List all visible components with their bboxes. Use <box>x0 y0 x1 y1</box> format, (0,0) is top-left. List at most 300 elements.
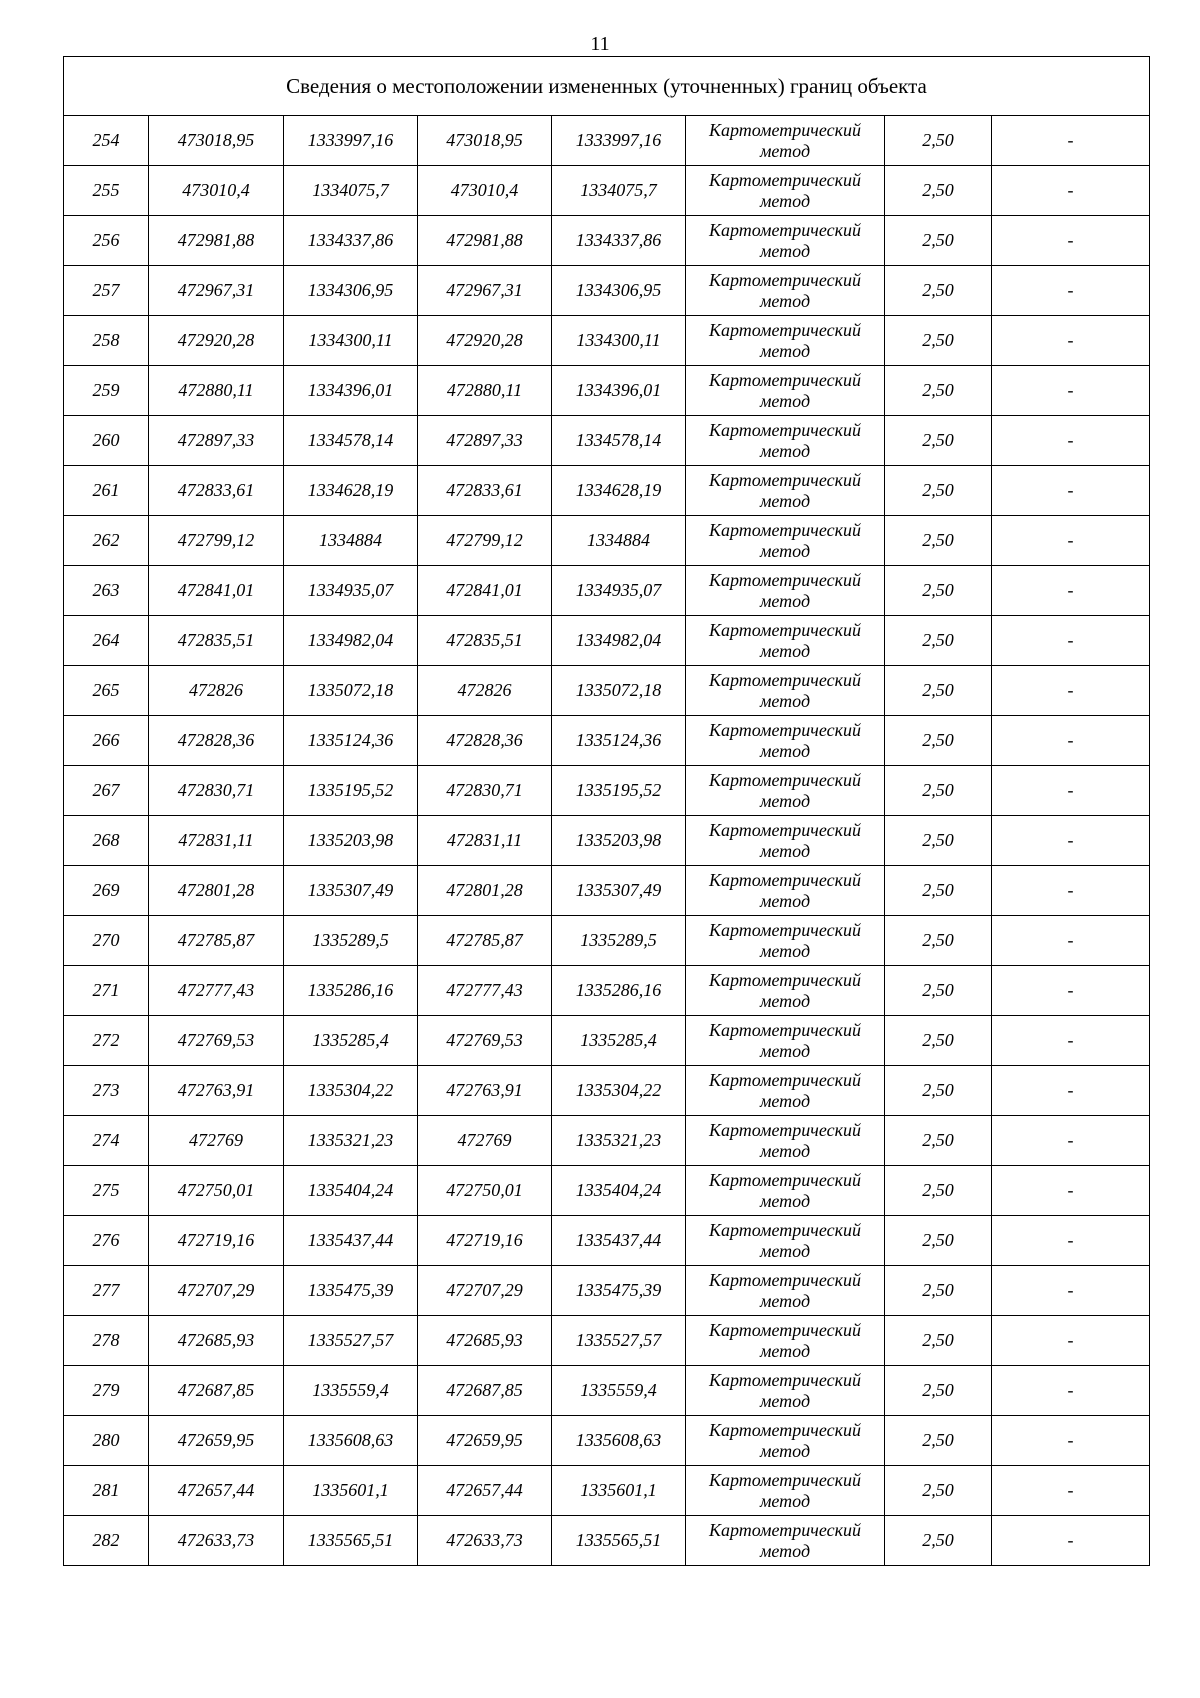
method-cell <box>686 716 885 766</box>
note-cell: - <box>992 1416 1150 1466</box>
method-line-2: метод <box>759 540 811 561</box>
accuracy-cell: 2,50 <box>885 1066 992 1116</box>
method-line-2: метод <box>759 440 811 461</box>
refined-x-cell: 472799,12 <box>418 516 552 566</box>
method-line-1: Картометрический <box>708 1369 861 1390</box>
note-cell: - <box>992 816 1150 866</box>
refined-y-cell: 1335124,36 <box>552 716 686 766</box>
method-cell <box>686 1416 885 1466</box>
existing-x-cell: 472750,01 <box>149 1166 284 1216</box>
refined-y-cell: 1335195,52 <box>552 766 686 816</box>
existing-y-cell: 1334982,04 <box>284 616 418 666</box>
note-cell: - <box>992 116 1150 166</box>
method-cell <box>686 966 885 1016</box>
accuracy-cell: 2,50 <box>885 766 992 816</box>
method-cell <box>686 1366 885 1416</box>
accuracy-cell: 2,50 <box>885 966 992 1016</box>
existing-x-cell: 472833,61 <box>149 466 284 516</box>
method-line-2: метод <box>759 1490 811 1511</box>
method-line-2: метод <box>759 590 811 611</box>
note-cell: - <box>992 1366 1150 1416</box>
table-row <box>64 1316 1150 1366</box>
point-number-cell: 278 <box>64 1316 149 1366</box>
table-body <box>64 57 1150 1566</box>
existing-y-cell: 1334396,01 <box>284 366 418 416</box>
note-cell: - <box>992 566 1150 616</box>
method-line-1: Картометрический <box>708 1119 861 1140</box>
method-line-1: Картометрический <box>708 1269 861 1290</box>
method-line-2: метод <box>759 240 811 261</box>
method-line-2: метод <box>759 390 811 411</box>
note-cell: - <box>992 1316 1150 1366</box>
note-cell: - <box>992 366 1150 416</box>
method-cell <box>686 916 885 966</box>
refined-x-cell: 472785,87 <box>418 916 552 966</box>
refined-y-cell: 1334075,7 <box>552 166 686 216</box>
refined-x-cell: 472981,88 <box>418 216 552 266</box>
table-row <box>64 616 1150 666</box>
existing-y-cell: 1335286,16 <box>284 966 418 1016</box>
point-number-cell: 269 <box>64 866 149 916</box>
existing-x-cell: 472769,53 <box>149 1016 284 1066</box>
method-cell <box>686 1316 885 1366</box>
method-line-1: Картометрический <box>708 369 861 390</box>
method-line-2: метод <box>759 1440 811 1461</box>
method-line-2: метод <box>759 990 811 1011</box>
table-row <box>64 416 1150 466</box>
point-number-cell: 266 <box>64 716 149 766</box>
accuracy-cell: 2,50 <box>885 816 992 866</box>
method-line-1: Картометрический <box>708 1019 861 1040</box>
method-line-1: Картометрический <box>708 1219 861 1240</box>
refined-y-cell: 1335475,39 <box>552 1266 686 1316</box>
existing-x-cell: 472880,11 <box>149 366 284 416</box>
refined-x-cell: 472719,16 <box>418 1216 552 1266</box>
point-number-cell: 279 <box>64 1366 149 1416</box>
method-line-1: Картометрический <box>708 419 861 440</box>
point-number-cell: 262 <box>64 516 149 566</box>
method-cell <box>686 316 885 366</box>
method-cell <box>686 866 885 916</box>
accuracy-cell: 2,50 <box>885 1216 992 1266</box>
refined-y-cell: 1335527,57 <box>552 1316 686 1366</box>
existing-x-cell: 472967,31 <box>149 266 284 316</box>
accuracy-cell: 2,50 <box>885 1416 992 1466</box>
method-line-1: Картометрический <box>708 269 861 290</box>
method-cell <box>686 166 885 216</box>
method-cell <box>686 516 885 566</box>
refined-x-cell: 472833,61 <box>418 466 552 516</box>
page-number: 11 <box>590 33 610 55</box>
note-cell: - <box>992 466 1150 516</box>
table-row <box>64 866 1150 916</box>
point-number-cell: 258 <box>64 316 149 366</box>
existing-y-cell: 1334075,7 <box>284 166 418 216</box>
accuracy-cell: 2,50 <box>885 416 992 466</box>
note-cell: - <box>992 166 1150 216</box>
method-line-1: Картометрический <box>708 1169 861 1190</box>
refined-x-cell: 472841,01 <box>418 566 552 616</box>
point-number-cell: 271 <box>64 966 149 1016</box>
table-row <box>64 1016 1150 1066</box>
table-row <box>64 1116 1150 1166</box>
method-cell <box>686 116 885 166</box>
existing-y-cell: 1335565,51 <box>284 1516 418 1566</box>
refined-x-cell: 472657,44 <box>418 1466 552 1516</box>
point-number-cell: 274 <box>64 1116 149 1166</box>
point-number-cell: 282 <box>64 1516 149 1566</box>
table-row <box>64 316 1150 366</box>
table-row <box>64 366 1150 416</box>
refined-x-cell: 472777,43 <box>418 966 552 1016</box>
refined-y-cell: 1334935,07 <box>552 566 686 616</box>
note-cell: - <box>992 316 1150 366</box>
existing-x-cell: 472920,28 <box>149 316 284 366</box>
table-row <box>64 1266 1150 1316</box>
point-number-cell: 281 <box>64 1466 149 1516</box>
existing-y-cell: 1335203,98 <box>284 816 418 866</box>
existing-y-cell: 1335404,24 <box>284 1166 418 1216</box>
existing-x-cell: 472777,43 <box>149 966 284 1016</box>
note-cell: - <box>992 1066 1150 1116</box>
method-cell <box>686 1516 885 1566</box>
note-cell: - <box>992 716 1150 766</box>
existing-x-cell: 472633,73 <box>149 1516 284 1566</box>
refined-y-cell: 1334306,95 <box>552 266 686 316</box>
existing-y-cell: 1335601,1 <box>284 1466 418 1516</box>
table-row <box>64 566 1150 616</box>
existing-x-cell: 472830,71 <box>149 766 284 816</box>
note-cell: - <box>992 216 1150 266</box>
note-cell: - <box>992 1266 1150 1316</box>
note-cell: - <box>992 766 1150 816</box>
method-line-2: метод <box>759 1240 811 1261</box>
accuracy-cell: 2,50 <box>885 1016 992 1066</box>
point-number-cell: 267 <box>64 766 149 816</box>
note-cell: - <box>992 516 1150 566</box>
table-row <box>64 1416 1150 1466</box>
accuracy-cell: 2,50 <box>885 716 992 766</box>
method-line-1: Картометрический <box>708 1419 861 1440</box>
accuracy-cell: 2,50 <box>885 916 992 966</box>
method-line-2: метод <box>759 690 811 711</box>
refined-x-cell: 472707,29 <box>418 1266 552 1316</box>
point-number-cell: 275 <box>64 1166 149 1216</box>
refined-y-cell: 1334628,19 <box>552 466 686 516</box>
accuracy-cell: 2,50 <box>885 1266 992 1316</box>
point-number-cell: 257 <box>64 266 149 316</box>
point-number-cell: 265 <box>64 666 149 716</box>
existing-x-cell: 472785,87 <box>149 916 284 966</box>
existing-y-cell: 1334337,86 <box>284 216 418 266</box>
method-line-1: Картометрический <box>708 819 861 840</box>
existing-y-cell: 1335307,49 <box>284 866 418 916</box>
refined-y-cell: 1335286,16 <box>552 966 686 1016</box>
existing-y-cell: 1335304,22 <box>284 1066 418 1116</box>
method-line-2: метод <box>759 490 811 511</box>
table-row <box>64 1366 1150 1416</box>
method-line-2: метод <box>759 640 811 661</box>
point-number-cell: 259 <box>64 366 149 416</box>
refined-y-cell: 1335307,49 <box>552 866 686 916</box>
method-cell <box>686 366 885 416</box>
table-row <box>64 1516 1150 1566</box>
note-cell: - <box>992 1116 1150 1166</box>
refined-y-cell: 1335565,51 <box>552 1516 686 1566</box>
method-cell <box>686 216 885 266</box>
method-cell <box>686 1216 885 1266</box>
refined-y-cell: 1335285,4 <box>552 1016 686 1066</box>
method-line-1: Картометрический <box>708 919 861 940</box>
method-line-2: метод <box>759 1290 811 1311</box>
point-number-cell: 277 <box>64 1266 149 1316</box>
method-line-2: метод <box>759 290 811 311</box>
existing-y-cell: 1335285,4 <box>284 1016 418 1066</box>
point-number-cell: 276 <box>64 1216 149 1266</box>
point-number-cell: 268 <box>64 816 149 866</box>
accuracy-cell: 2,50 <box>885 266 992 316</box>
existing-x-cell: 472685,93 <box>149 1316 284 1366</box>
accuracy-cell: 2,50 <box>885 1516 992 1566</box>
method-line-1: Картометрический <box>708 1069 861 1090</box>
method-cell <box>686 1266 885 1316</box>
accuracy-cell: 2,50 <box>885 666 992 716</box>
table-row <box>64 966 1150 1016</box>
point-number-cell: 264 <box>64 616 149 666</box>
table-row <box>64 166 1150 216</box>
method-cell <box>686 766 885 816</box>
refined-y-cell: 1334884 <box>552 516 686 566</box>
refined-x-cell: 473010,4 <box>418 166 552 216</box>
method-line-2: метод <box>759 1140 811 1161</box>
existing-y-cell: 1334628,19 <box>284 466 418 516</box>
existing-y-cell: 1334935,07 <box>284 566 418 616</box>
table-row <box>64 1066 1150 1116</box>
refined-x-cell: 472880,11 <box>418 366 552 416</box>
accuracy-cell: 2,50 <box>885 316 992 366</box>
existing-x-cell: 472687,85 <box>149 1366 284 1416</box>
method-line-1: Картометрический <box>708 169 861 190</box>
accuracy-cell: 2,50 <box>885 116 992 166</box>
existing-x-cell: 472831,11 <box>149 816 284 866</box>
point-number-cell: 272 <box>64 1016 149 1066</box>
coordinates-table <box>63 56 1150 1566</box>
method-line-2: метод <box>759 840 811 861</box>
existing-x-cell: 472659,95 <box>149 1416 284 1466</box>
point-number-cell: 270 <box>64 916 149 966</box>
existing-y-cell: 1335124,36 <box>284 716 418 766</box>
note-cell: - <box>992 266 1150 316</box>
existing-x-cell: 472769 <box>149 1116 284 1166</box>
table-title: Сведения о местоположении измененных (уточненных) границ объекта <box>64 57 1150 116</box>
existing-x-cell: 472763,91 <box>149 1066 284 1116</box>
accuracy-cell: 2,50 <box>885 166 992 216</box>
existing-x-cell: 472707,29 <box>149 1266 284 1316</box>
accuracy-cell: 2,50 <box>885 1366 992 1416</box>
refined-x-cell: 472826 <box>418 666 552 716</box>
point-number-cell: 273 <box>64 1066 149 1116</box>
table-title-row <box>64 57 1150 116</box>
refined-x-cell: 472831,11 <box>418 816 552 866</box>
method-cell <box>686 666 885 716</box>
table-row <box>64 1466 1150 1516</box>
method-line-1: Картометрический <box>708 119 861 140</box>
existing-x-cell: 472826 <box>149 666 284 716</box>
note-cell: - <box>992 616 1150 666</box>
refined-y-cell: 1334337,86 <box>552 216 686 266</box>
existing-y-cell: 1335437,44 <box>284 1216 418 1266</box>
refined-x-cell: 472633,73 <box>418 1516 552 1566</box>
method-line-2: метод <box>759 890 811 911</box>
refined-y-cell: 1334982,04 <box>552 616 686 666</box>
point-number-cell: 256 <box>64 216 149 266</box>
method-line-1: Картометрический <box>708 969 861 990</box>
existing-y-cell: 1334578,14 <box>284 416 418 466</box>
note-cell: - <box>992 1016 1150 1066</box>
existing-y-cell: 1335608,63 <box>284 1416 418 1466</box>
accuracy-cell: 2,50 <box>885 616 992 666</box>
existing-y-cell: 1335527,57 <box>284 1316 418 1366</box>
refined-y-cell: 1334300,11 <box>552 316 686 366</box>
table-row <box>64 1166 1150 1216</box>
accuracy-cell: 2,50 <box>885 866 992 916</box>
method-line-1: Картометрический <box>708 869 861 890</box>
point-number-cell: 280 <box>64 1416 149 1466</box>
existing-y-cell: 1333997,16 <box>284 116 418 166</box>
existing-x-cell: 472981,88 <box>149 216 284 266</box>
method-line-2: метод <box>759 1190 811 1211</box>
refined-y-cell: 1335559,4 <box>552 1366 686 1416</box>
existing-y-cell: 1334884 <box>284 516 418 566</box>
method-line-2: метод <box>759 790 811 811</box>
refined-x-cell: 472685,93 <box>418 1316 552 1366</box>
note-cell: - <box>992 916 1150 966</box>
method-line-1: Картометрический <box>708 1319 861 1340</box>
existing-y-cell: 1335289,5 <box>284 916 418 966</box>
existing-x-cell: 473010,4 <box>149 166 284 216</box>
method-cell <box>686 416 885 466</box>
accuracy-cell: 2,50 <box>885 1116 992 1166</box>
existing-x-cell: 472657,44 <box>149 1466 284 1516</box>
note-cell: - <box>992 866 1150 916</box>
existing-x-cell: 472897,33 <box>149 416 284 466</box>
refined-x-cell: 472967,31 <box>418 266 552 316</box>
method-line-1: Картометрический <box>708 219 861 240</box>
refined-y-cell: 1335608,63 <box>552 1416 686 1466</box>
existing-y-cell: 1335475,39 <box>284 1266 418 1316</box>
existing-x-cell: 472828,36 <box>149 716 284 766</box>
note-cell: - <box>992 1216 1150 1266</box>
existing-y-cell: 1335559,4 <box>284 1366 418 1416</box>
method-cell <box>686 1016 885 1066</box>
table-row <box>64 266 1150 316</box>
method-cell <box>686 1466 885 1516</box>
existing-x-cell: 472719,16 <box>149 1216 284 1266</box>
method-line-1: Картометрический <box>708 719 861 740</box>
table-row <box>64 116 1150 166</box>
accuracy-cell: 2,50 <box>885 1166 992 1216</box>
method-cell <box>686 1116 885 1166</box>
note-cell: - <box>992 1166 1150 1216</box>
point-number-cell: 255 <box>64 166 149 216</box>
refined-x-cell: 472801,28 <box>418 866 552 916</box>
method-line-2: метод <box>759 1340 811 1361</box>
method-line-1: Картометрический <box>708 519 861 540</box>
point-number-cell: 254 <box>64 116 149 166</box>
existing-y-cell: 1335321,23 <box>284 1116 418 1166</box>
method-line-2: метод <box>759 190 811 211</box>
table-row <box>64 816 1150 866</box>
accuracy-cell: 2,50 <box>885 566 992 616</box>
method-line-2: метод <box>759 740 811 761</box>
method-line-1: Картометрический <box>708 619 861 640</box>
existing-x-cell: 472835,51 <box>149 616 284 666</box>
refined-x-cell: 472750,01 <box>418 1166 552 1216</box>
refined-x-cell: 472897,33 <box>418 416 552 466</box>
existing-y-cell: 1334300,11 <box>284 316 418 366</box>
table-row <box>64 216 1150 266</box>
method-cell <box>686 266 885 316</box>
existing-x-cell: 472841,01 <box>149 566 284 616</box>
note-cell: - <box>992 1516 1150 1566</box>
refined-y-cell: 1335321,23 <box>552 1116 686 1166</box>
method-line-1: Картометрический <box>708 1519 861 1540</box>
method-cell <box>686 1066 885 1116</box>
accuracy-cell: 2,50 <box>885 466 992 516</box>
method-cell <box>686 466 885 516</box>
method-cell <box>686 816 885 866</box>
method-line-1: Картометрический <box>708 769 861 790</box>
refined-y-cell: 1334578,14 <box>552 416 686 466</box>
table-row <box>64 466 1150 516</box>
existing-x-cell: 473018,95 <box>149 116 284 166</box>
method-line-2: метод <box>759 1040 811 1061</box>
method-line-2: метод <box>759 1390 811 1411</box>
refined-x-cell: 472769 <box>418 1116 552 1166</box>
table-row <box>64 666 1150 716</box>
refined-y-cell: 1335437,44 <box>552 1216 686 1266</box>
point-number-cell: 263 <box>64 566 149 616</box>
accuracy-cell: 2,50 <box>885 1466 992 1516</box>
refined-x-cell: 473018,95 <box>418 116 552 166</box>
refined-y-cell: 1335289,5 <box>552 916 686 966</box>
accuracy-cell: 2,50 <box>885 216 992 266</box>
existing-x-cell: 472799,12 <box>149 516 284 566</box>
accuracy-cell: 2,50 <box>885 1316 992 1366</box>
table-row <box>64 766 1150 816</box>
method-line-2: метод <box>759 940 811 961</box>
refined-y-cell: 1335203,98 <box>552 816 686 866</box>
method-line-1: Картометрический <box>708 569 861 590</box>
refined-x-cell: 472769,53 <box>418 1016 552 1066</box>
existing-y-cell: 1334306,95 <box>284 266 418 316</box>
point-number-cell: 260 <box>64 416 149 466</box>
method-cell <box>686 566 885 616</box>
table-row <box>64 516 1150 566</box>
accuracy-cell: 2,50 <box>885 366 992 416</box>
table-row <box>64 1216 1150 1266</box>
refined-y-cell: 1333997,16 <box>552 116 686 166</box>
refined-y-cell: 1335304,22 <box>552 1066 686 1116</box>
method-line-1: Картометрический <box>708 469 861 490</box>
existing-x-cell: 472801,28 <box>149 866 284 916</box>
method-line-2: метод <box>759 140 811 161</box>
note-cell: - <box>992 966 1150 1016</box>
method-line-1: Картометрический <box>708 669 861 690</box>
refined-y-cell: 1335404,24 <box>552 1166 686 1216</box>
existing-y-cell: 1335072,18 <box>284 666 418 716</box>
refined-x-cell: 472830,71 <box>418 766 552 816</box>
